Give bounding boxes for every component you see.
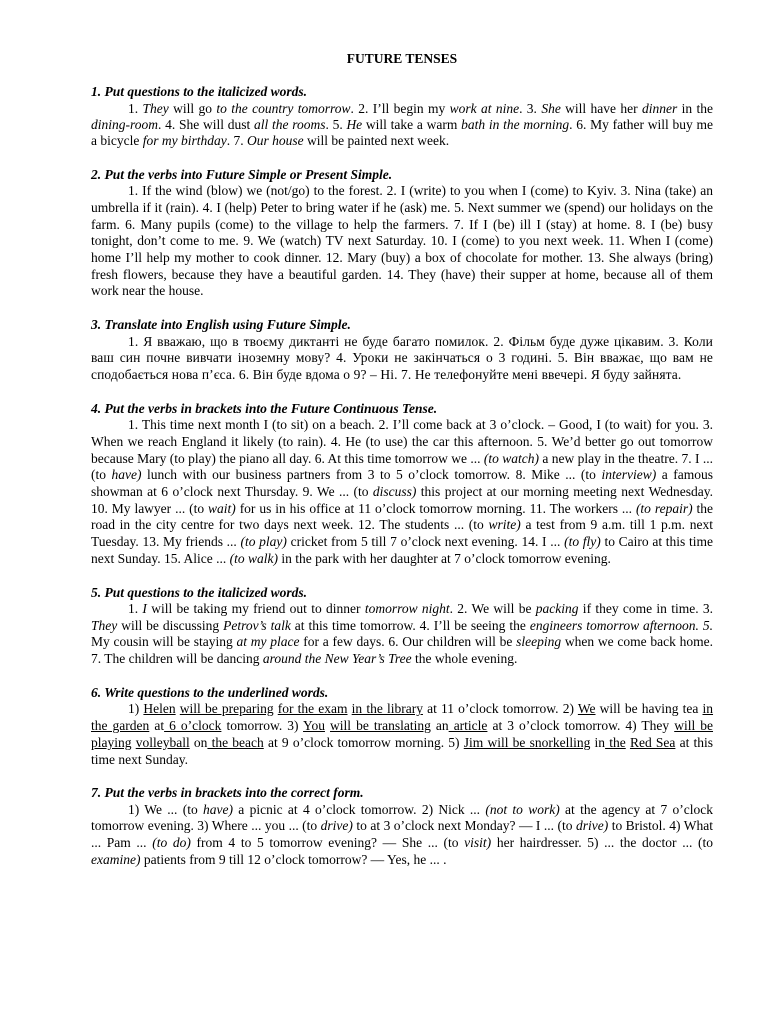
text-run: lunch with our business partners from 3 to 5 o’clock tomorrow. 8. Mike ... (to [141, 467, 602, 483]
italic-text: (to fly) [564, 534, 601, 550]
underlined-text: in the garden [91, 701, 714, 734]
text-run: at 11 o’clock tomorrow. 2) [422, 701, 578, 717]
text-run: this project at our morning meeting next Wednesday. 10. My lawyer ... (to [91, 484, 713, 516]
italic-text: (to watch) [483, 450, 539, 466]
exercise-heading: 3. Translate into English using Future Simple. [91, 317, 351, 333]
italic-text: around the New Year’s Tree [262, 651, 412, 667]
italic-text: discuss) [372, 484, 417, 500]
text-run: will go [168, 100, 217, 116]
text-run: will be discussing [117, 617, 224, 633]
text-run: an [430, 718, 449, 734]
italic-text: (to walk) [229, 550, 278, 566]
text-run: her hairdresser. 5) ... the doctor ... (to [491, 835, 713, 851]
exercise-body [91, 101, 713, 150]
exercise-3 [91, 317, 713, 384]
text-run: a test from 9 a.m. till 1 p.m. next Tuesday. 13. My friends ... [91, 517, 713, 550]
italic-text: They [142, 100, 169, 116]
underlined-text: You [303, 718, 325, 734]
underlined-text: for the exam [277, 701, 348, 717]
underlined-text: will be preparing [179, 701, 274, 717]
text-run: 1. [128, 601, 143, 617]
italic-text: (to repair) [635, 500, 693, 516]
exercise-body [91, 802, 713, 869]
italic-text: engineers tomorrow afternoon. 5. [529, 617, 714, 633]
underlined-text: Jim will be snorkelling [463, 734, 591, 750]
text-run: . 2. We will be [449, 601, 536, 617]
text-run: . 3. [519, 100, 542, 116]
exercise-heading: 7. Put the verbs in brackets into the correct form. [91, 785, 364, 801]
italic-text: Petrov’s talk [223, 617, 291, 633]
text-run: will be having tea [595, 701, 703, 717]
italic-text: interview) [601, 467, 657, 483]
text-run: a new play in the theatre. 7. I ... (to [91, 450, 713, 483]
italic-text: tomorrow night [364, 601, 450, 617]
exercise-2 [91, 167, 713, 300]
text-run: at 9 o’clock tomorrow morning. 5) [263, 734, 464, 750]
exercise-heading: 1. Put questions to the italicized words. [91, 84, 308, 99]
exercise-heading: 6. Write questions to the underlined words. [91, 684, 329, 700]
italic-text: have) [111, 467, 142, 483]
italic-text: have) [203, 801, 233, 817]
italic-text: write) [488, 517, 521, 533]
italic-text: examine) [91, 851, 141, 867]
text-run: . 2. I’ll begin my [350, 100, 450, 116]
italic-text: She [541, 100, 561, 116]
italic-text: sleeping [516, 634, 562, 650]
text-run: in the park with her daughter at 7 o’clock tomorrow evening. [277, 550, 611, 566]
text-run: to Cairo at this time next Sunday. 15. Alice ... [91, 534, 713, 566]
italic-text: at my place [236, 634, 300, 650]
exercise-5 [91, 585, 713, 668]
text-run: the whole evening. [411, 651, 518, 667]
text-run: 1. Я вважаю, що в твоєму диктанті не буде багато помилок. 2. Фільм буде дуже цікавим. 3. Коли ваш син почне вивчати іноземну мову? 4. Уроки не закінчаться о 3 годині. 5. Він вважає, що вам не сподобається нова п’єса. 6. Він буде вдома о 9? – Ні. 7. Не телефонуйте мені ввечері. Я буду зайнята. [91, 333, 713, 383]
exercise-body [91, 701, 713, 768]
text-run: 1. [128, 100, 143, 116]
text-run: . 7. [226, 133, 247, 149]
document-title: FUTURE TENSES [346, 51, 458, 66]
text-run: My cousin will be staying [91, 634, 237, 650]
text-run: at 3 o’clock tomorrow. 4) They [487, 718, 675, 734]
text-run: . 5. [325, 116, 347, 132]
text-run: will take a warm [362, 116, 462, 132]
text-run: at [149, 718, 165, 734]
italic-text: (to do) [152, 835, 191, 851]
exercise-body [91, 334, 713, 384]
italic-text: drive) [320, 818, 353, 834]
underlined-text: the beach [207, 734, 264, 750]
underlined-text: Helen [143, 701, 176, 717]
italic-text: bath in the morning [461, 116, 570, 132]
underlined-text: article [448, 718, 488, 734]
exercise-body [91, 417, 713, 567]
text-run: to at 3 o’clock next Monday? — I ... (to [352, 818, 576, 834]
italic-text: Our house [246, 133, 304, 149]
exercise-1 [91, 84, 713, 150]
italic-text: to the country tomorrow [216, 100, 351, 116]
text-run: . 4. She will dust [158, 116, 254, 132]
text-run: 1) [128, 701, 144, 717]
italic-text: (to play) [240, 534, 287, 550]
text-run: 1) We ... (to [128, 801, 204, 817]
text-run: from 4 to 5 tomorrow evening? — She ... (to [190, 835, 465, 851]
italic-text: visit) [464, 835, 492, 851]
text-run: in [590, 734, 606, 750]
text-run: a famous showman at 6 o’clock next Thursday. 9. We ... (to [91, 467, 714, 500]
text-run: 1. This time next month I (to sit) on a beach. 2. I’ll come back at 3 o’clock. – Good, I (to wait) for you. 3. When we reach England it likely (to rain). 4. He (to use) the car this afternoon. 5. We’d better go out tomorrow because Mary (to play) the piano all day. 6. At this time tomorrow we ... [91, 417, 713, 466]
document-content [91, 50, 713, 886]
italic-text: They [91, 617, 118, 633]
italic-text: I [142, 601, 147, 617]
italic-text: packing [535, 601, 579, 617]
text-run: will be painted next week. [303, 133, 450, 149]
italic-text: drive) [575, 818, 609, 834]
text-run: . 6. My father will buy me a bicycle [91, 116, 714, 149]
italic-text: work at nine [449, 100, 520, 116]
exercise-heading: 2. Put the verbs into Future Simple or Present Simple. [91, 166, 393, 182]
text-run: a picnic at 4 o’clock tomorrow. 2) Nick ... [233, 801, 486, 817]
underlined-text: We [577, 701, 596, 717]
text-run: in the [677, 100, 713, 116]
underlined-text: in the library [351, 701, 423, 717]
text-run: for a few days. 6. Our children will be [299, 634, 517, 650]
exercise-6 [91, 685, 713, 768]
italic-text: for my birthday [142, 133, 227, 149]
underlined-text: will be playing [91, 718, 714, 750]
text-run: to Bristol. 4) What ... Pam ... [91, 818, 713, 851]
italic-text: dinner [642, 100, 678, 116]
text-run: when we come back home. 7. The children will be dancing [91, 634, 713, 667]
underlined-text: Red Sea [629, 734, 676, 750]
text-run: tomorrow. 3) [221, 718, 304, 734]
text-run: patients from 9 till 12 o’clock tomorrow? — Yes, he ... . [140, 851, 447, 867]
exercise-7 [91, 785, 713, 868]
text-run: if they come in time. 3. [578, 601, 714, 617]
exercise-4 [91, 401, 713, 568]
text-run: the road in the city centre for two days next week. 12. The students ... (to [91, 500, 713, 533]
text-run: 1. If the wind (blow) we (not/go) to the forest. 2. I (write) to you when I (come) to Kyiv. 3. Nina (take) an umbrella if it (rain). 4. I (help) Peter to bring water if he (ask) me. 5. Next summer we (spend) our holidays on the farm. 6. Many pupils (come) to the village to help the farmers. 7. If I (be) ill I (stay) at home. 8. I (be) busy tonight, don’t come to me. 9. We (watch) TV next Saturday. 10. I (come) to you next week. 11. When I (come) home I’ll help my mother to cook dinner. 12. Mary (buy) a box of chocolate for mother. 13. She always (bring) fresh flowers, because they have a beautiful garden. 14. They (have) their supper at home, because all of them work near the house. [91, 183, 713, 299]
underlined-text: will be translating [330, 718, 431, 734]
italic-text: (not to work) [485, 801, 560, 817]
exercise-body [91, 183, 713, 300]
underlined-text: 6 o’clock [164, 718, 222, 734]
exercise-body [91, 601, 713, 668]
exercise-heading: 5. Put questions to the italicized words. [91, 584, 308, 600]
italic-text: He [346, 116, 363, 132]
text-run: cricket from 5 till 7 o’clock next evening. 14. I ... [286, 534, 565, 550]
italic-text: all the rooms [253, 116, 326, 132]
text-run: will have her [560, 100, 643, 116]
italic-text: wait) [208, 500, 236, 516]
text-run: on [189, 734, 208, 750]
italic-text: dining-room [91, 116, 158, 132]
text-run: will be taking my friend out to dinner [146, 601, 365, 617]
text-run: for us in his office at 11 o’clock tomorrow morning. 11. The workers ... [235, 500, 636, 516]
text-run: at this time tomorrow. 4. I’ll be seeing the [290, 617, 530, 633]
underlined-text: volleyball [135, 734, 190, 750]
text-run: at the agency at 7 o’clock tomorrow evening. 3) Where ... you ... (to [91, 801, 714, 834]
exercise-heading: 4. Put the verbs in brackets into the Future Continuous Tense. [91, 400, 438, 416]
underlined-text: the [605, 734, 626, 750]
text-run: at this time next Sunday. [91, 734, 714, 767]
